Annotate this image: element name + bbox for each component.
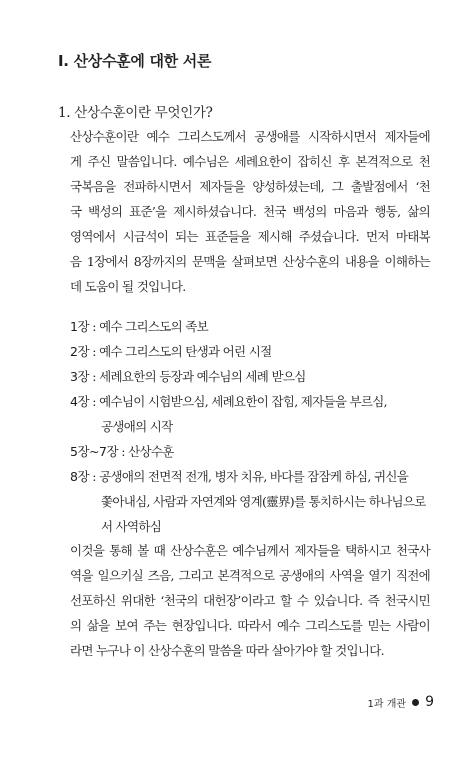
list-item-text: 세례요한의 등장과 예수님의 세례 받으심: [99, 369, 306, 384]
intro-line: 영역에서 시금석이 되는 표준들을 제시해 주셨습니다. 먼저 마태복: [70, 229, 430, 244]
list-item: [70, 339, 430, 364]
list-item-text: 예수 그리스도의 탄생과 어린 시절: [99, 344, 272, 359]
list-item-text: 공생애의 전면적 전개, 병자 치유, 바다를 잠잠케 하심, 귀신을: [99, 469, 409, 484]
list-item-label: 4장: [70, 394, 90, 409]
intro-line: 국 백성의 표준’을 제시하셨습니다. 천국 백성의 마음과 행동, 삶의: [70, 204, 430, 219]
list-item-label: 3장: [70, 369, 90, 384]
list-item: [70, 464, 430, 539]
list-item-text: 산상수훈: [128, 444, 174, 459]
list-separator: :: [89, 319, 100, 334]
intro-line: 국복음을 전파하시면서 제자들을 양성하셨는데, 그 출발점에서 ‘천: [70, 179, 430, 194]
outro-paragraph: [70, 538, 430, 663]
footer-section-label: 1과 개관: [367, 698, 407, 710]
intro-line: 게 주신 말씀입니다. 예수님은 세례요한이 잡히신 후 본격적으로 천: [70, 154, 430, 169]
list-item: [70, 389, 430, 439]
intro-line: 데 도움이 될 것입니다.: [70, 279, 186, 294]
list-item-text: 서 사역하심: [101, 519, 162, 534]
outro-line: 라면 누구나 이 산상수훈의 말씀을 따라 살아가야 할 것입니다.: [70, 643, 384, 658]
intro-line: 음 1장에서 8장까지의 문맥을 살펴보면 산상수훈의 내용을 이해하는: [70, 254, 430, 269]
list-item-text: 예수님이 시험받으심, 세례요한이 잡힘, 제자들을 부르심,: [99, 394, 387, 409]
section-title: 1. 산상수훈이란 무엇인가?: [58, 105, 213, 121]
list-item-label: 1장: [70, 319, 90, 334]
outro-line: 역을 일으키실 즈음, 그리고 본격적으로 공생애의 사역을 열기 직전에: [70, 568, 430, 583]
list-item-text: 쫓아내심, 사람과 자연계와 영계(靈界)를 통치하시는 하나님으로: [101, 494, 426, 509]
outro-line: 의 삶을 보여 주는 현장입니다. 따라서 예수 그리스도를 믿는 사람이: [70, 618, 430, 633]
list-separator: :: [89, 369, 100, 384]
intro-line: 산상수훈이란 예수 그리스도께서 공생애를 시작하시면서 제자들에: [70, 129, 430, 144]
bullet-icon: [412, 699, 419, 706]
list-item-text: 예수 그리스도의 족보: [99, 319, 209, 334]
list-separator: :: [89, 394, 100, 409]
intro-paragraph: [70, 124, 430, 299]
list-item: [70, 314, 430, 339]
list-item-label: 2장: [70, 344, 90, 359]
chapter-list: [70, 314, 430, 539]
chapter-title: Ⅰ. 산상수훈에 대한 서론: [58, 52, 212, 70]
list-item-label: 8장: [70, 469, 90, 484]
list-separator: :: [89, 344, 100, 359]
outro-line: 이것을 통해 볼 때 산상수훈은 예수님께서 제자들을 택하시고 천국사: [70, 543, 430, 558]
list-item-text: 공생애의 시작: [101, 419, 173, 434]
outro-line: 선포하신 위대한 ‘천국의 대헌장’이라고 할 수 있습니다. 즉 천국시민: [70, 593, 430, 608]
page-number: 9: [425, 694, 434, 710]
list-item: [70, 364, 430, 389]
list-separator: :: [118, 444, 129, 459]
page-footer: [368, 694, 434, 710]
list-item-label: 5장~7장: [70, 444, 119, 459]
list-separator: :: [89, 469, 100, 484]
list-item: [70, 439, 430, 464]
